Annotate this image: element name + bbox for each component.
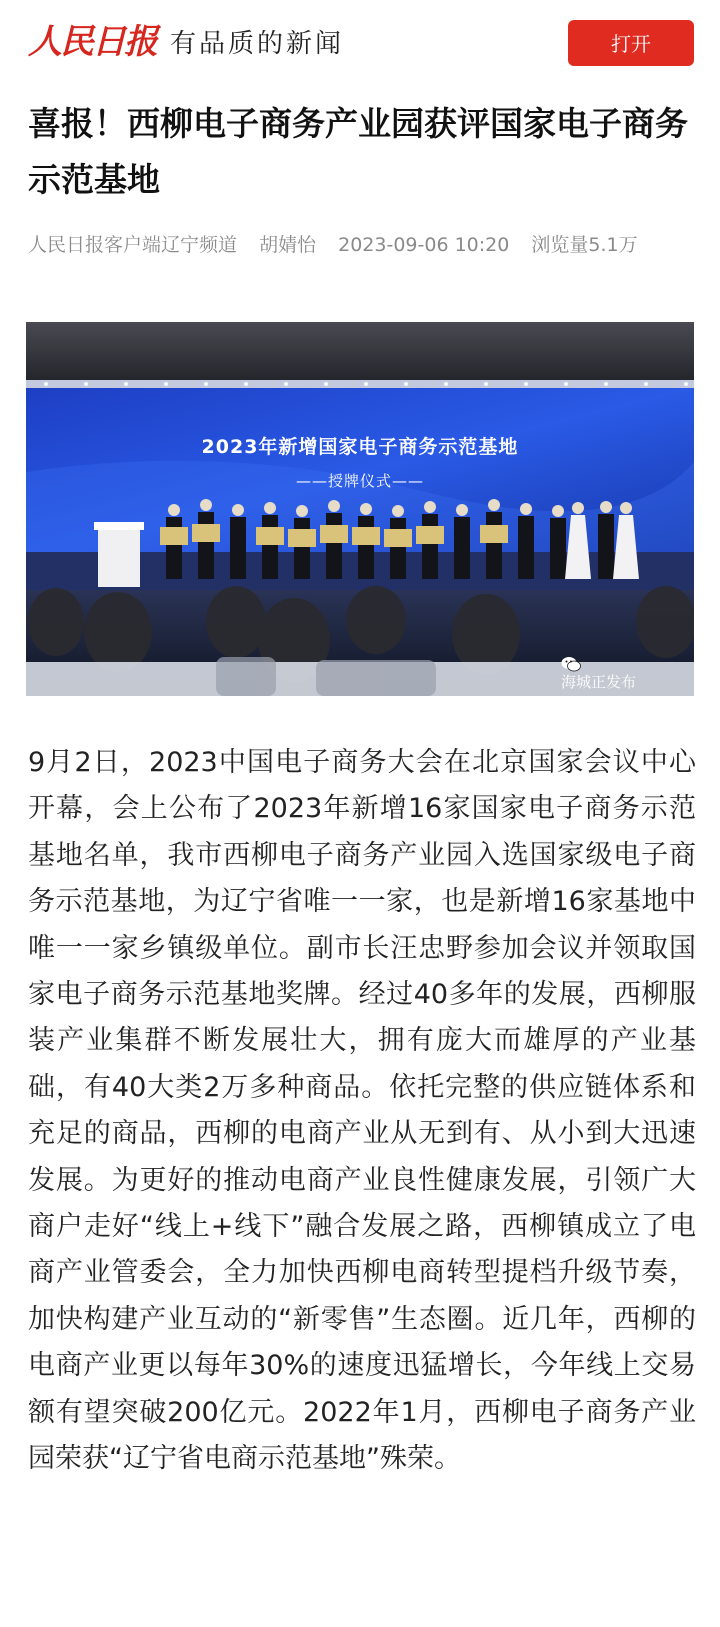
article-datetime: 2023-09-06 10:20 bbox=[338, 234, 510, 256]
header-slogan: 有品质的新闻 bbox=[170, 29, 345, 59]
watermark-label: 海城正发布 bbox=[561, 673, 637, 691]
article-source[interactable]: 人民日报客户端辽宁频道 bbox=[28, 234, 238, 256]
image-watermark bbox=[561, 656, 636, 692]
article-views: 浏览量5.1万 bbox=[531, 234, 638, 256]
article-title: 喜报！西柳电子商务产业园获评国家电子商务示范基地 bbox=[28, 104, 688, 199]
screen-subtitle-text: ——授牌仪式—— bbox=[295, 472, 424, 490]
open-app-button[interactable]: 打开 bbox=[568, 20, 694, 66]
app-header bbox=[0, 0, 720, 88]
screen-title-text: 2023年新增国家电子商务示范基地 bbox=[201, 436, 519, 458]
article-meta bbox=[28, 230, 692, 260]
people-daily-logo: 人民日报 bbox=[28, 22, 156, 62]
article-author: 胡婧怡 bbox=[259, 234, 317, 256]
ceremony-photo-illustration bbox=[26, 322, 694, 696]
wechat-icon bbox=[561, 656, 581, 672]
article-body: 9月2日，2023中国电子商务大会在北京国家会议中心开幕，会上公布了2023年新增16家国家电子商务示范基地名单，我市西柳电子商务产业园入选国家级电子商务示范基地，为辽宁省唯一一家，也是新增16家基地中唯一一家乡镇级单位。副市长汪忠野参加会议并领取国家电子商务示范基地奖牌。经过40多年的发展，西柳服装产业集群不断发展壮大，拥有庞大而雄厚的产业基础，有40大类2万多种商品。依托完整的供应链体系和充足的商品，西柳的电商产业从无到有、从小到大迅速发展。为更好的推动电商产业良性健康发展，引领广大商户走好“线上+线下”融合发展之路，西柳镇成立了电商产业管委会，全力加快西柳电商转型提档升级节奏，加快构建产业互动的“新零售”生态圈。近几年，西柳的电商产业更以每年30%的速度迅猛增长，今年线上交易额有望突破200亿元。2022年1月，西柳电子商务产业园荣获“辽宁省电商示范基地”殊荣。 bbox=[28, 747, 696, 1475]
article-photo[interactable] bbox=[26, 322, 694, 696]
